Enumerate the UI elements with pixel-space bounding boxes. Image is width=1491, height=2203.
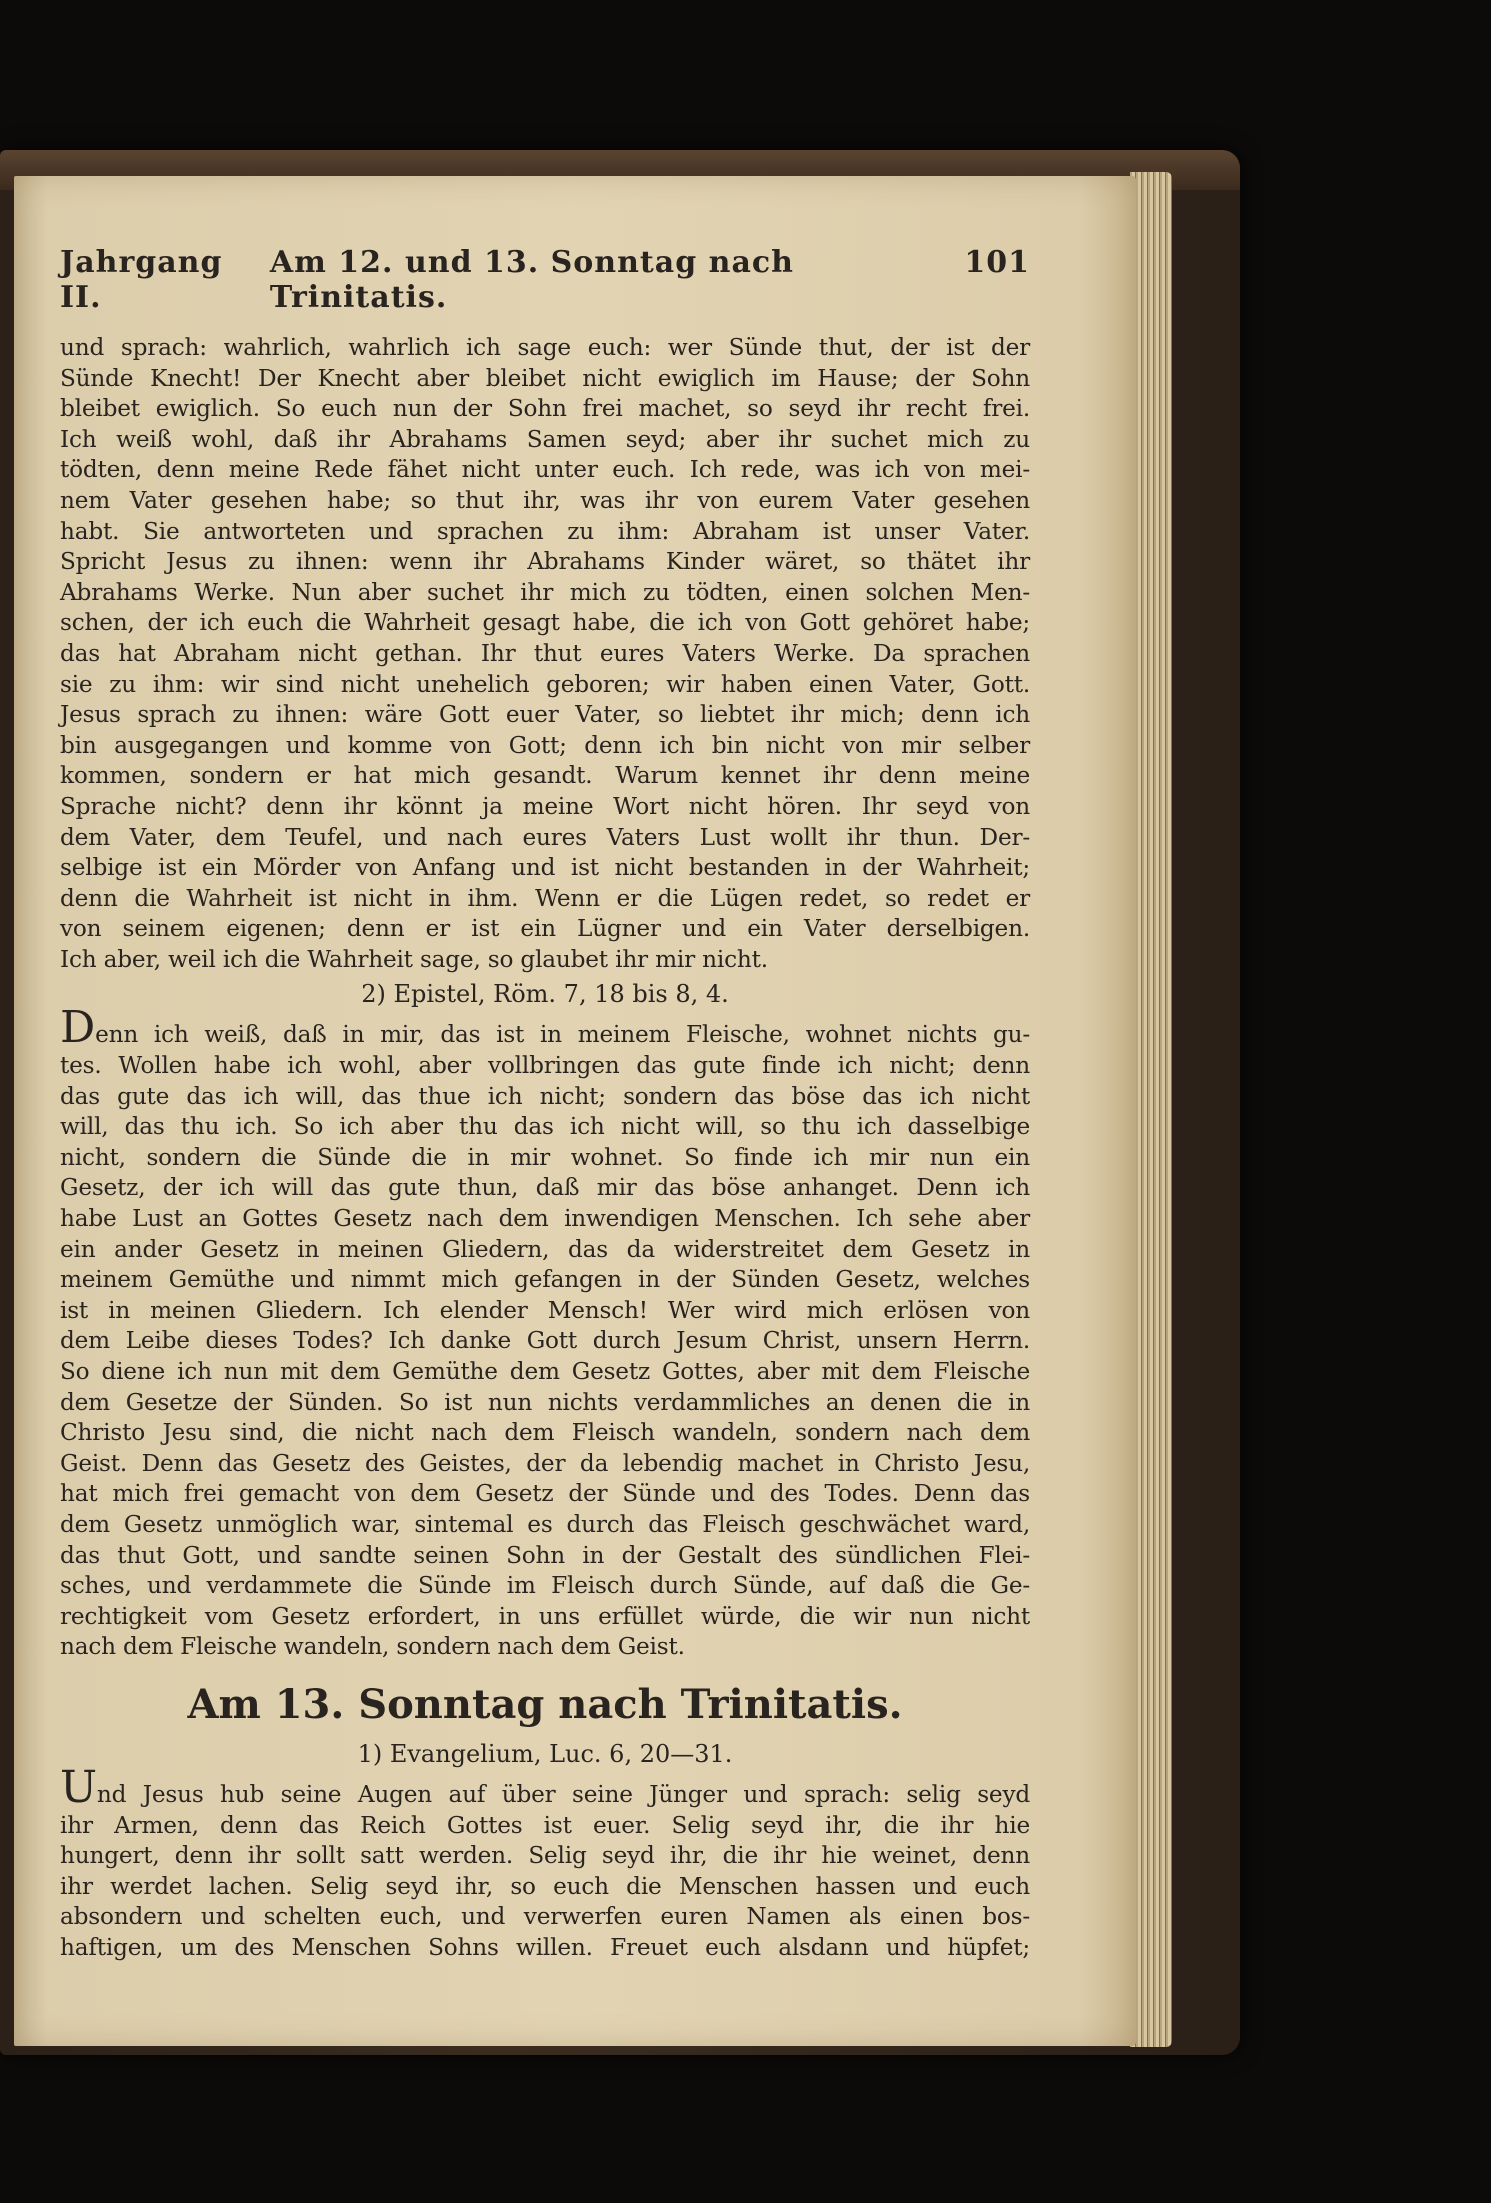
text-line [60,1002,1030,1054]
epistle-text [60,1002,1030,1662]
text-line-rest: nd Jesus hub seine Augen auf über seine Jünger und sprach: selig seyd [96,1780,1030,1808]
text-line: dem Leibe dieses Todes? Ich danke Gott durch Jesum Christ, unsern Herrn. [60,1327,1030,1355]
page-text [60,245,1030,1964]
text-line: habe Lust an Gottes Gesetz nach dem inwendigen Menschen. Ich sehe aber [60,1205,1030,1233]
text-line: ist in meinen Gliedern. Ich elender Mensch! Wer wird mich erlösen von [60,1296,1030,1324]
text-line: das hat Abraham nicht gethan. Ihr thut eures Vaters Werke. Da sprachen [60,639,1030,667]
text-line: dem Vater, dem Teufel, und nach eures Vaters Lust wollt ihr thun. Der- [60,823,1030,851]
gospel2-heading: 1) Evangelium, Luc. 6, 20—31. [357,1739,733,1768]
text-line: ihr Armen, denn das Reich Gottes ist euer. Selig seyd ihr, die ihr hie [60,1811,1030,1839]
epistle-heading: 2) Epistel, Röm. 7, 18 bis 8, 4. [361,980,729,1009]
text-line: sie zu ihm: wir sind nicht unehelich geboren; wir haben einen Vater, Gott. [60,670,1030,698]
text-line: Sünde Knecht! Der Knecht aber bleibet nicht ewiglich im Hause; der Sohn [60,364,1030,392]
text-line: Geist. Denn das Gesetz des Geistes, der da lebendig machet in Christo Jesu, [60,1449,1030,1477]
chapter-heading: Am 13. Sonntag nach Trinitatis. [187,1680,903,1728]
text-line: von seinem eigenen; denn er ist ein Lügner und ein Vater derselbigen. [60,915,1030,943]
text-line: das thut Gott, und sandte seinen Sohn in der Gestalt des sündlichen Flei- [60,1541,1030,1569]
text-line: nicht, sondern die Sünde die in mir wohnet. So finde ich mir nun ein [60,1143,1030,1171]
text-line: schen, der ich euch die Wahrheit gesagt habe, die ich von Gott gehöret habe; [60,609,1030,637]
running-head [60,245,1030,315]
text-line: bleibet ewiglich. So euch nun der Sohn frei machet, so seyd ihr recht frei. [60,395,1030,423]
text-line: dem Gesetze der Sünden. So ist nun nichts verdammliches an denen die in [60,1388,1030,1416]
text-line: absondern und schelten euch, und verwerfen euren Namen als einen bos- [60,1903,1030,1931]
text-line: habt. Sie antworteten und sprachen zu ihm: Abraham ist unser Vater. [60,517,1030,545]
text-line: nach dem Fleische wandeln, sondern nach dem Geist. [60,1633,685,1661]
text-line: haftigen, um des Menschen Sohns willen. Freuet euch alsdann und hüpfet; [60,1933,1030,1961]
text-line: Ich weiß wohl, daß ihr Abrahams Samen seyd; aber ihr suchet mich zu [60,425,1030,453]
gospel2-text [60,1761,1030,1964]
text-line: Spricht Jesus zu ihnen: wenn ihr Abrahams Kinder wäret, so thätet ihr [60,548,1030,576]
text-line: Gesetz, der ich will das gute thun, daß mir das böse anhanget. Denn ich [60,1174,1030,1202]
text-line: kommen, sondern er hat mich gesandt. Warum kennet ihr denn meine [60,762,1030,790]
text-line: Ich aber, weil ich die Wahrheit sage, so glaubet ihr mir nicht. [60,945,768,973]
text-line: rechtigkeit vom Gesetz erfordert, in uns erfüllet würde, die wir nun nicht [60,1602,1030,1630]
text-line: und sprach: wahrlich, wahrlich ich sage euch: wer Sünde thut, der ist der [60,334,1030,361]
running-head-volume: Jahrgang II. [60,245,223,315]
text-line-rest: enn ich weiß, daß in mir, das ist in meinem Fleische, wohnet nichts gu- [95,1021,1030,1049]
text-line: So diene ich nun mit dem Gemüthe dem Gesetz Gottes, aber mit dem Fleische [60,1358,1030,1385]
page-number: 101 [964,245,1030,280]
text-line: Abrahams Werke. Nun aber suchet ihr mich zu tödten, einen solchen Men- [60,578,1030,606]
text-line: meinem Gemüthe und nimmt mich gefangen in der Sünden Gesetz, welches [60,1266,1030,1294]
running-head-title: Am 12. und 13. Sonntag nach Trinitatis. [269,245,794,315]
text-line: ein ander Gesetz in meinen Gliedern, das da widerstreitet dem Gesetz in [60,1235,1030,1263]
text-line: will, das thu ich. So ich aber thu das ich nicht will, so thu ich dasselbige [60,1113,1030,1141]
text-line: dem Gesetz unmöglich war, sintemal es durch das Fleisch geschwächet ward, [60,1510,1030,1538]
text-line: das gute das ich will, das thue ich nicht; sondern das böse das ich nicht [60,1082,1030,1110]
text-line: hat mich frei gemacht von dem Gesetz der Sünde und des Todes. Denn das [60,1480,1030,1508]
text-line: ihr werdet lachen. Selig seyd ihr, so euch die Menschen hassen und euch [60,1872,1030,1900]
page-edges [1130,172,1172,2047]
text-line: tes. Wollen habe ich wohl, aber vollbringen das gute finde ich nicht; denn [60,1052,1030,1080]
text-line: tödten, denn meine Rede fähet nicht unter euch. Ich rede, was ich von mei- [60,456,1030,484]
text-line: Sprache nicht? denn ihr könnt ja meine Wort nicht hören. Ihr seyd von [60,792,1030,820]
text-line [60,1761,1030,1813]
text-line: nem Vater gesehen habe; so thut ihr, was ihr von eurem Vater gesehen [60,486,1030,514]
drop-initial: D [60,1002,96,1054]
text-line: selbige ist ein Mörder von Anfang und ist nicht bestanden in der Wahrheit; [60,854,1030,882]
text-line: hungert, denn ihr sollt satt werden. Selig seyd ihr, die ihr hie weinet, denn [60,1842,1030,1870]
gospel-text [60,333,1030,975]
text-line: sches, und verdammete die Sünde im Fleisch durch Sünde, auf daß die Ge- [60,1572,1030,1600]
text-line: bin ausgegangen und komme von Gott; denn ich bin nicht von mir selber [60,731,1030,759]
text-line: denn die Wahrheit ist nicht in ihm. Wenn er die Lügen redet, so redet er [60,884,1030,912]
text-line: Christo Jesu sind, die nicht nach dem Fleisch wandeln, sondern nach dem [60,1419,1030,1447]
drop-initial: U [60,1761,97,1813]
text-line: Jesus sprach zu ihnen: wäre Gott euer Vater, so liebtet ihr mich; denn ich [60,701,1030,729]
